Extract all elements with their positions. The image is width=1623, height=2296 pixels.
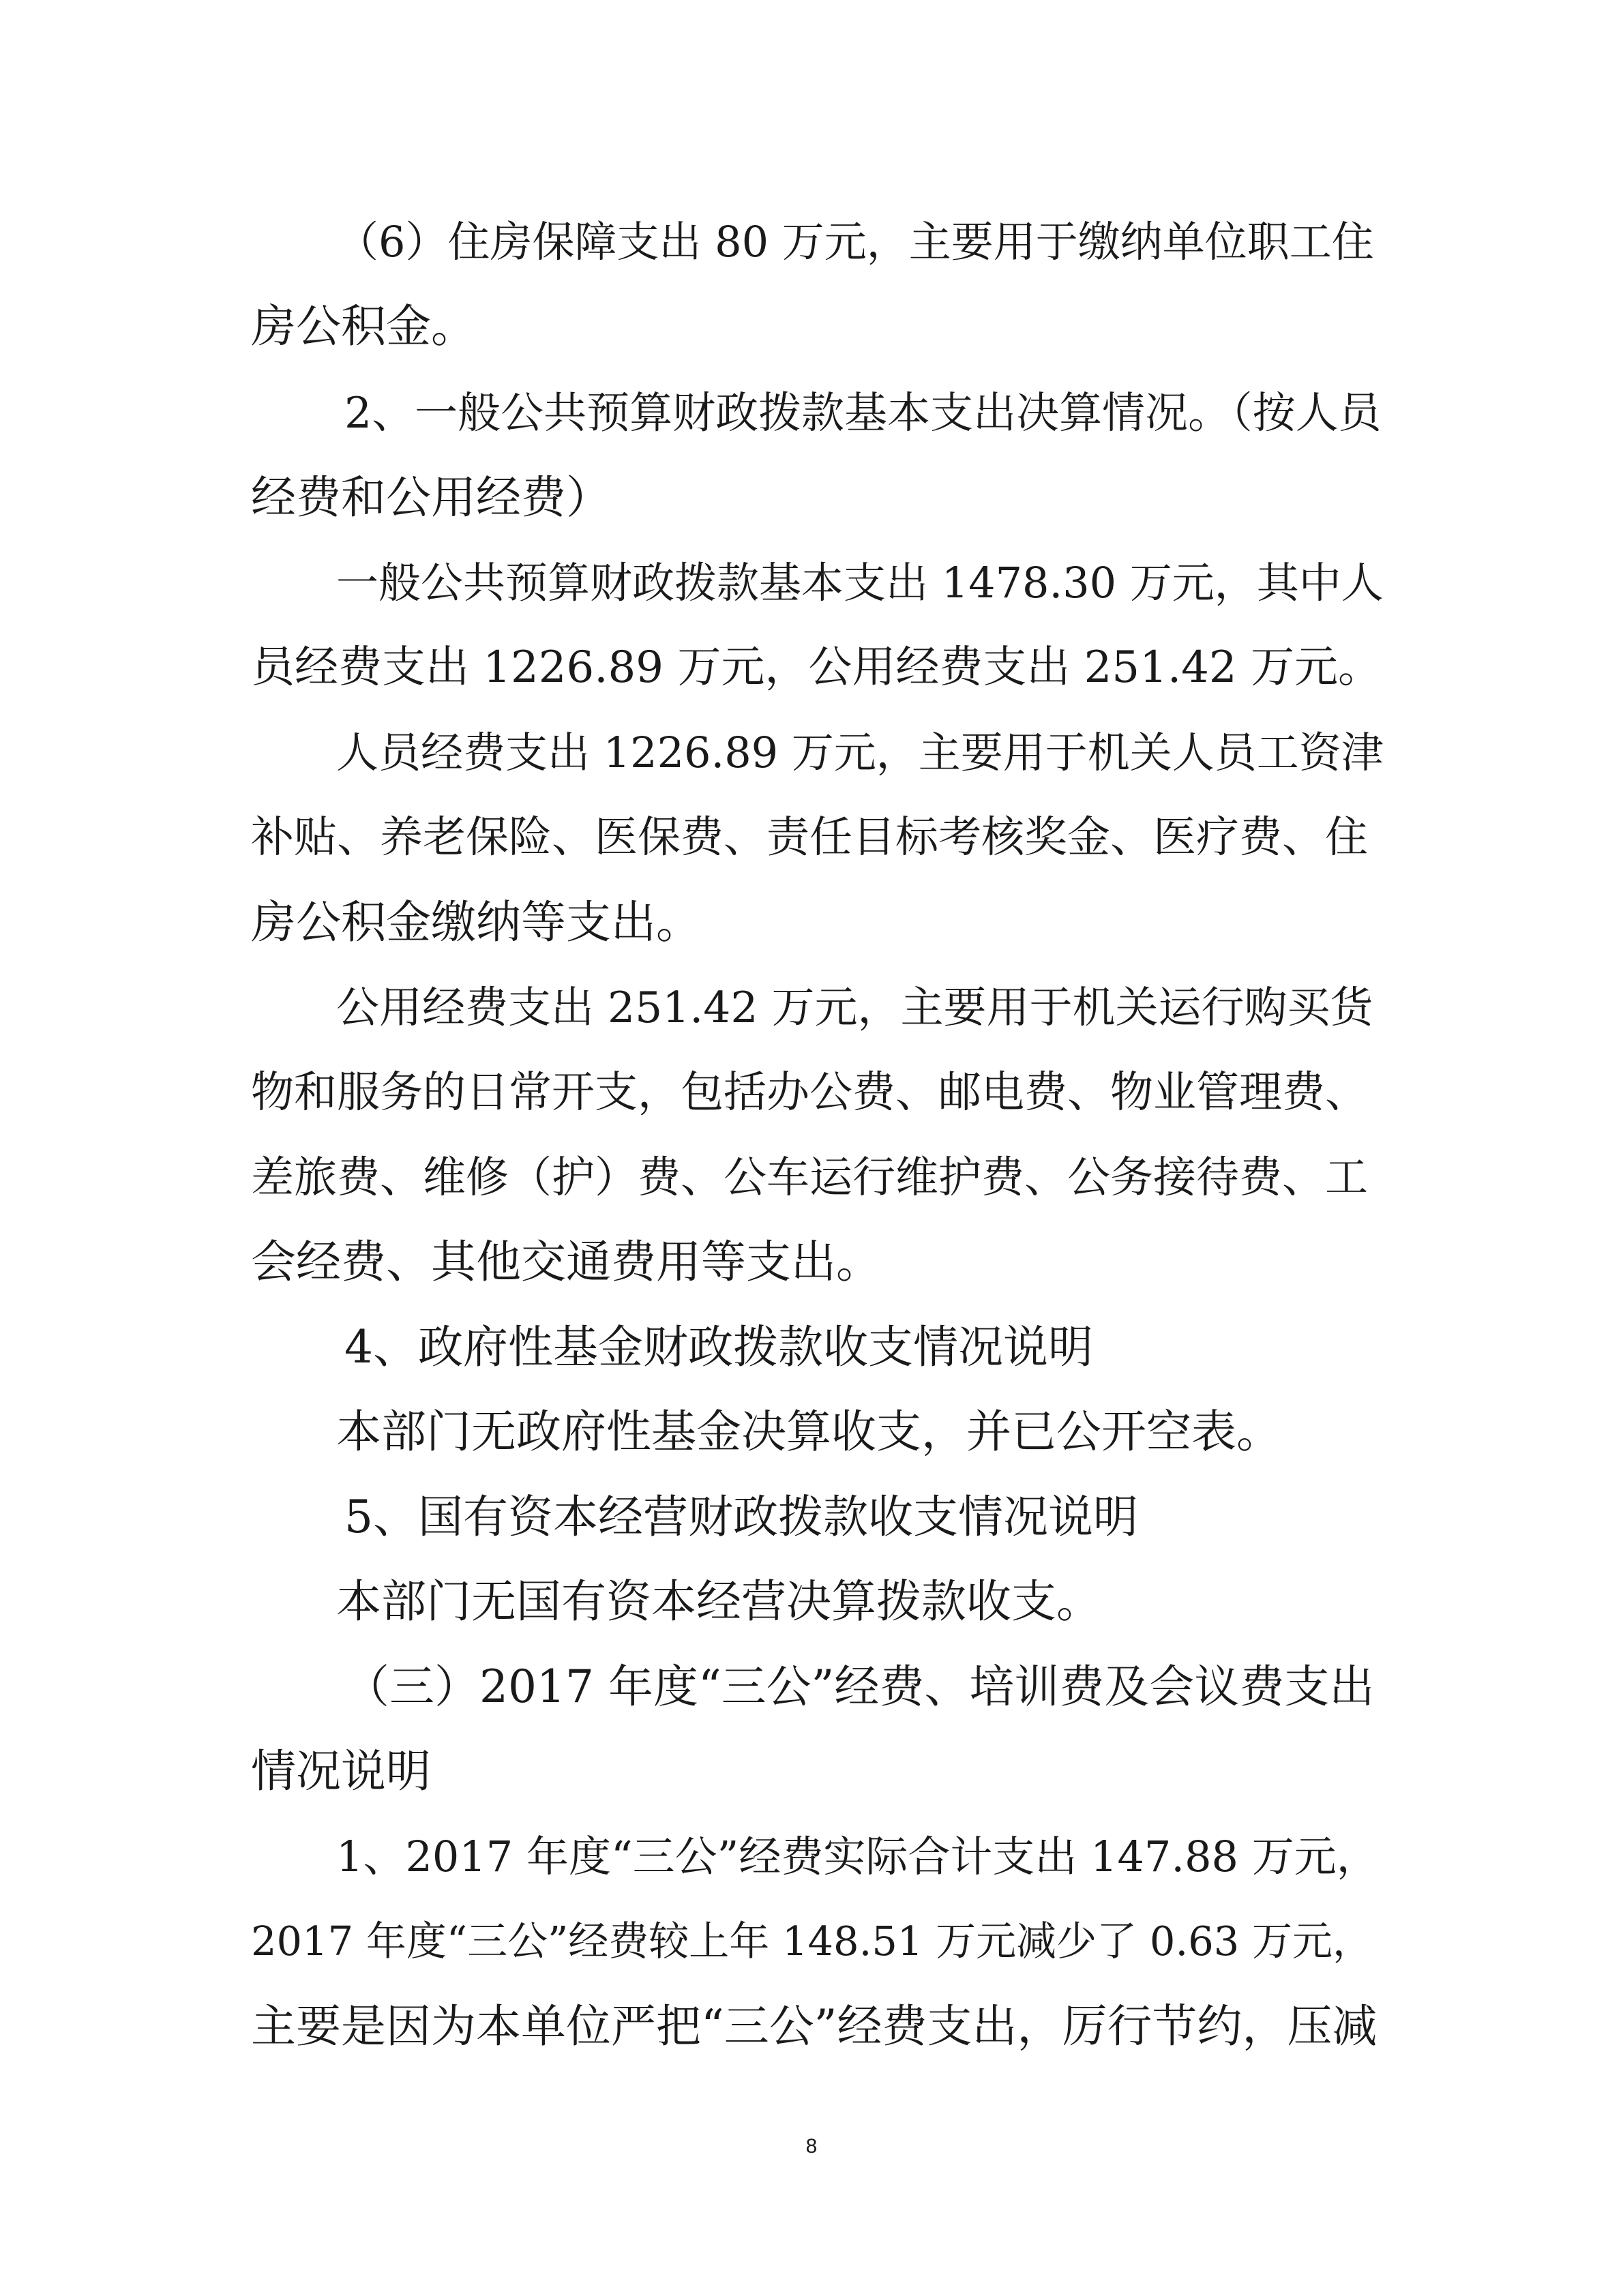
text-line: 补贴、养老保险、医保费、责任目标考核奖金、医疗费、住 (251, 812, 1368, 862)
text-line: 物和服务的日常开支，包括办公费、邮电费、物业管理费、 (251, 1067, 1368, 1117)
text-line: 2、一般公共预算财政拨款基本支出决算情况。（按人员 (344, 388, 1382, 438)
text-line: 人员经费支出 1226.89 万元，主要用于机关人员工资津 (336, 728, 1384, 777)
text-line: 本部门无国有资本经营决算拨款收支。 (336, 1575, 1101, 1628)
text-line: 房公积金缴纳等支出。 (251, 896, 701, 949)
text-line: 员经费支出 1226.89 万元，公用经费支出 251.42 万元。 (251, 642, 1382, 693)
text-line: 2017 年度“三公”经费较上年 148.51 万元减少了 0.63 万元， (251, 1918, 1373, 1965)
text-line: （三）2017 年度“三公”经费、培训费及会议费支出 (344, 1660, 1375, 1713)
text-line: 公用经费支出 251.42 万元，主要用于机关运行购买货 (336, 983, 1373, 1032)
text-line: 本部门无政府性基金决算收支，并已公开空表。 (336, 1405, 1281, 1458)
page-number: 8 (805, 2135, 818, 2158)
text-line: 1、2017 年度“三公”经费实际合计支出 147.88 万元， (336, 1832, 1379, 1881)
text-line: 情况说明 (251, 1745, 431, 1798)
text-line: （6）住房保障支出 80 万元，主要用于缴纳单位职工住 (336, 217, 1374, 267)
text-line: 一般公共预算财政拨款基本支出 1478.30 万元，其中人 (336, 558, 1384, 608)
text-line: 差旅费、维修（护）费、公车运行维护费、公务接待费、工 (251, 1152, 1368, 1202)
text-line: 5、国有资本经营财政拨款收支情况说明 (344, 1491, 1138, 1543)
text-line: 主要是因为本单位严把“三公”经费支出，厉行节约，压减 (251, 2000, 1378, 2053)
text-line: 房公积金。 (251, 300, 476, 353)
text-line: 4、政府性基金财政拨款收支情况说明 (344, 1321, 1093, 1373)
text-line: 经费和公用经费） (251, 471, 611, 524)
text-line: 会经费、其他交通费用等支出。 (251, 1236, 881, 1288)
